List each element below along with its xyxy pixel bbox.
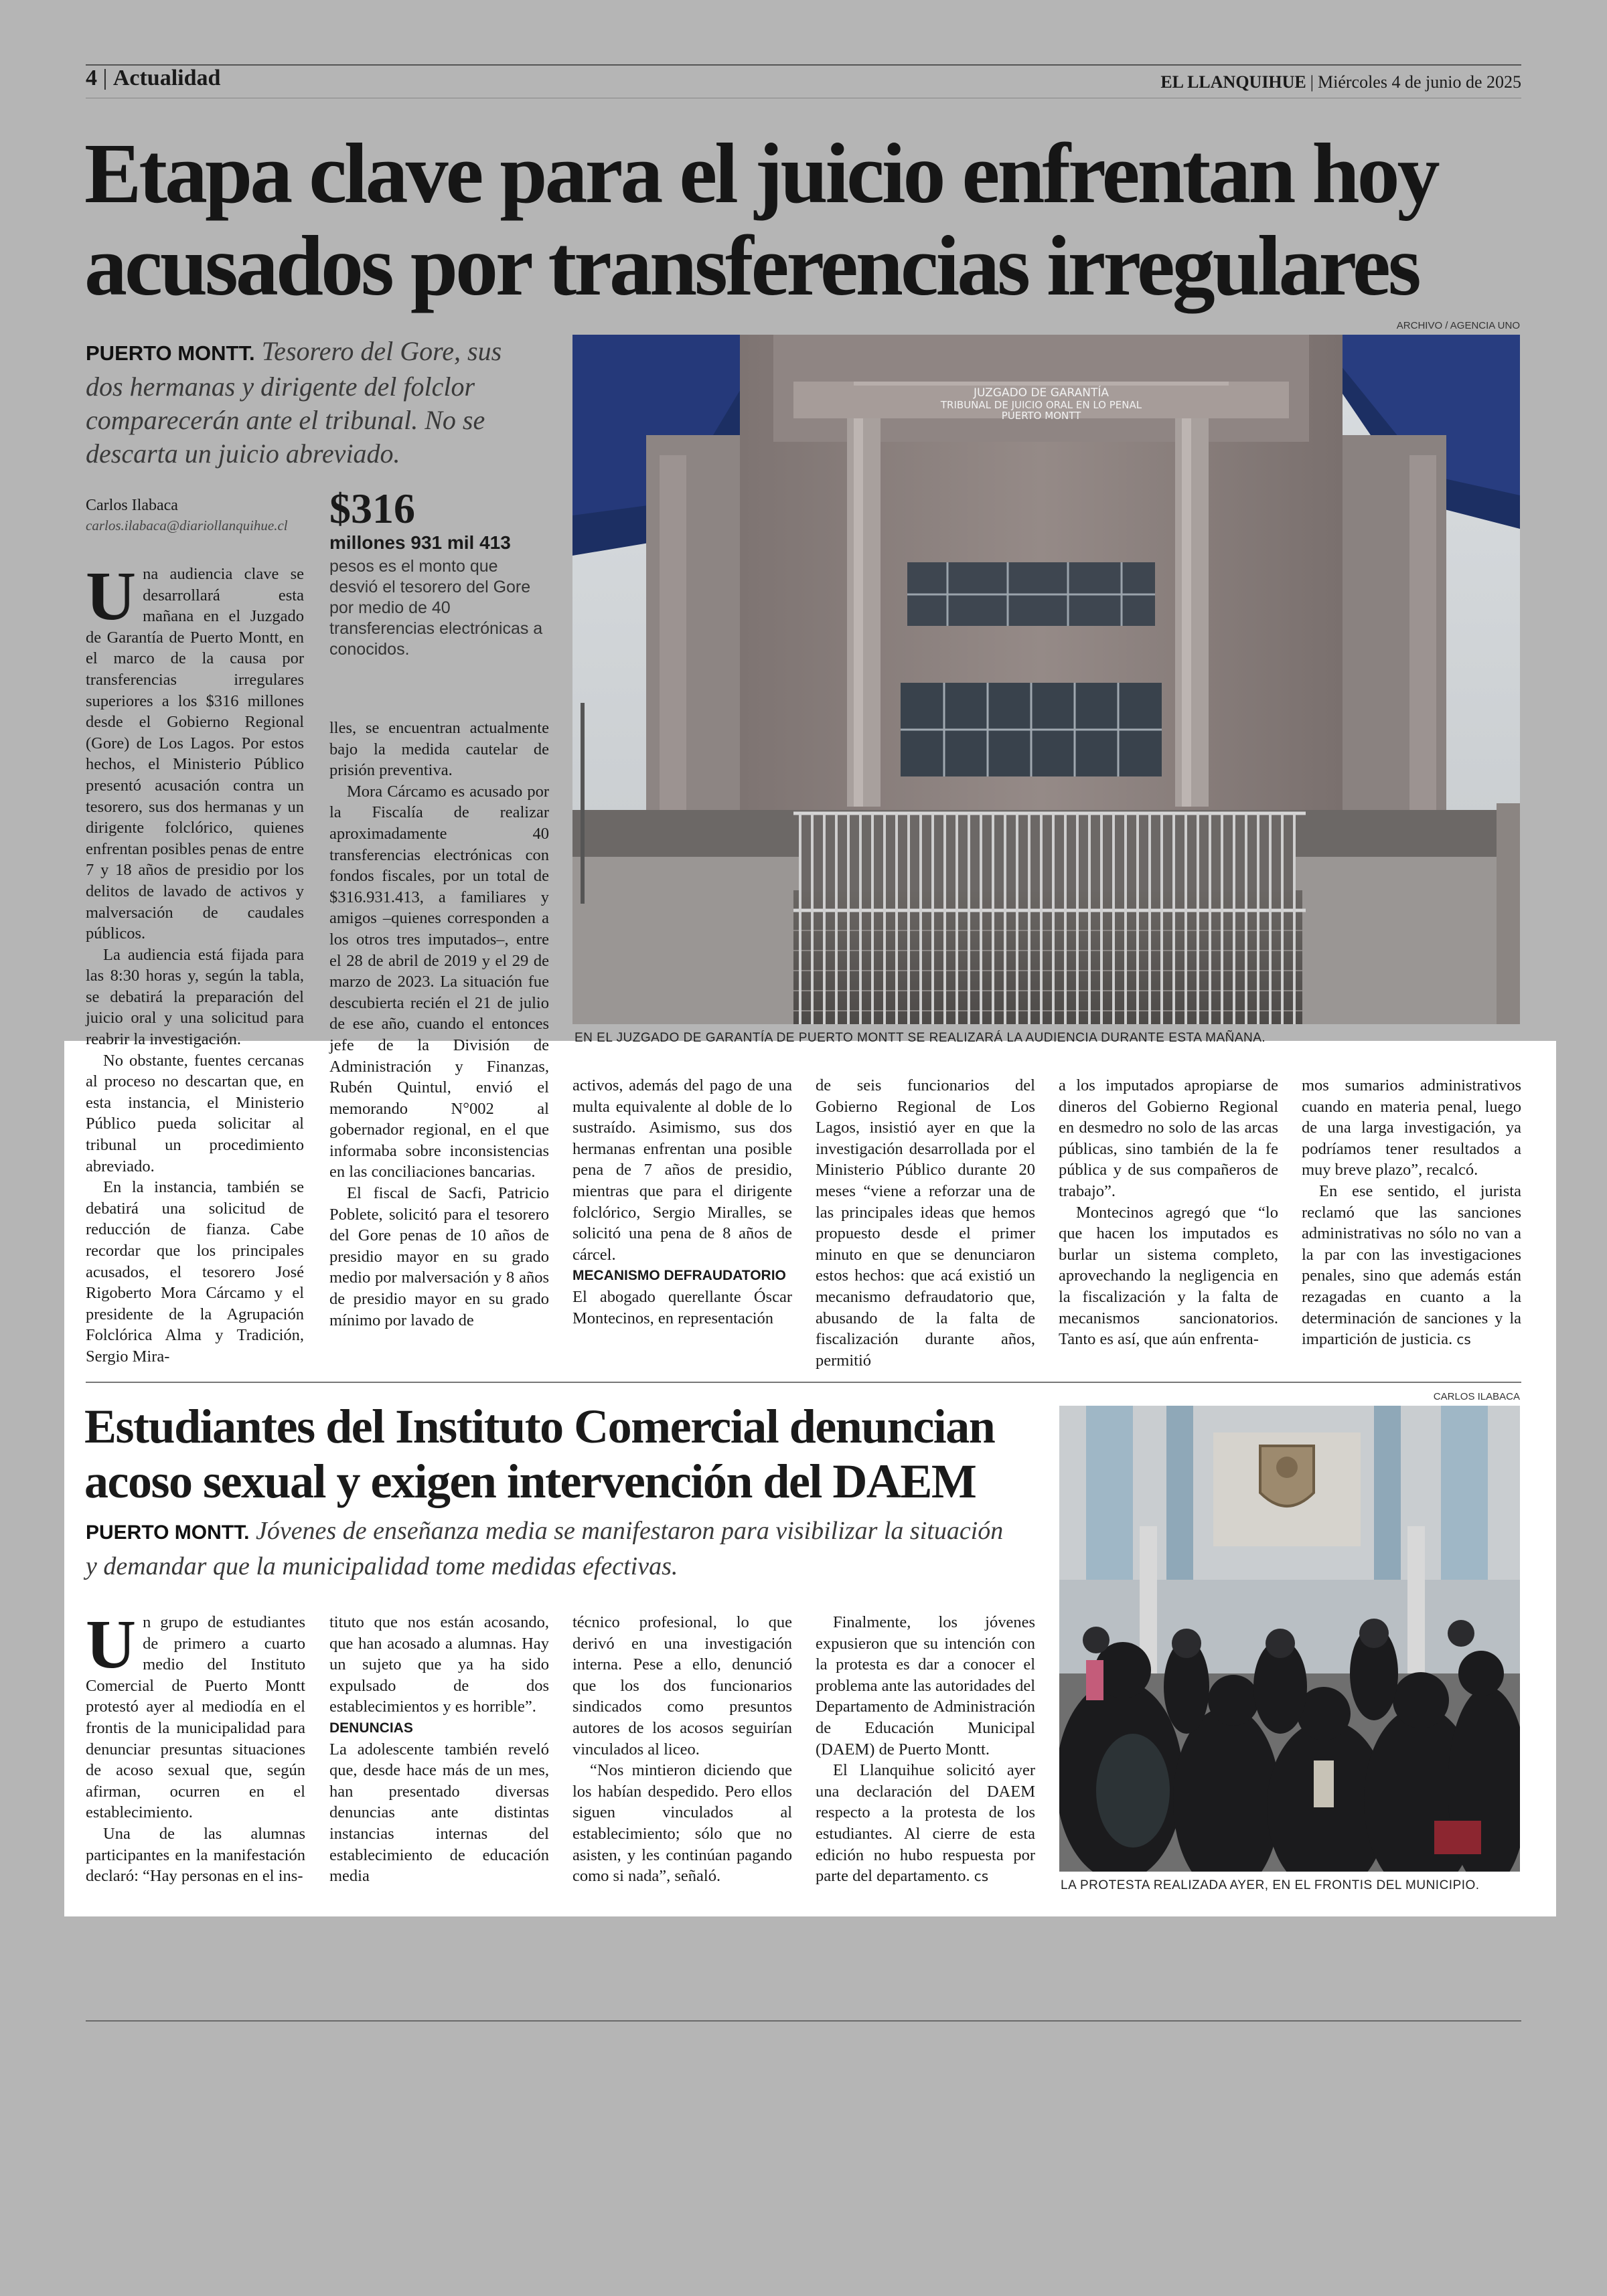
article2-headline-line2: acoso sexual y exigen intervención del DAEM (84, 1455, 976, 1508)
article1-column-2 (329, 718, 549, 1331)
article1-byline (86, 497, 288, 534)
article1-col2-para2: Mora Cárcamo es acusado por la Fiscalía de realizar aproximadamente 40 transferencias electrónicas con fondos fiscales, por un total de $316.931.413, a familiares y amigos –quienes corresponden a los otros tres imputados–, entre el 28 de abril de 2019 y el 29 de marzo de 2023. La situación fue descubierta recién el 21 de julio de ese año, cuando el entonces jefe de la División de Administración y Finanzas, Rubén Quintul, envió el memorando N°002 al gobernador regional, en el que informaba sobre inconsistencias en las conciliaciones bancarias. (329, 782, 549, 1181)
article2-photo-credit: CARLOS ILABACA (1433, 1391, 1520, 1402)
article2-column-4 (816, 1612, 1035, 1888)
article2-col4-para1: Finalmente, los jóvenes expusieron que su intención con la protesta es dar a conocer el problema ante las autoridades del Departamento de Administración de Educación Municipal (DAEM) de Puerto Montt. (816, 1613, 1035, 1758)
article1-col1-para4: En la instancia, también se debatirá una solicitud de reducción de fianza. Cabe recordar que los principales acusados, el tesorero José Rigoberto Mora Cárcamo y el presidente de la Agrupación Folclórica Alma y Tradición, Sergio Mira- (86, 1178, 304, 1366)
article2-column-3 (572, 1612, 792, 1887)
article1-col4-para1: de seis funcionarios del Gobierno Regional de Los Lagos, insistió ayer en que la investigación desarrollada por el Ministerio Público durante 20 meses “viene a reforzar una de las principales ideas que hemos propuesto desde el primer minuto en que se denunciaron estos hechos: que acá existió un mecanismo defraudatorio que, abusando de la falta de fiscalización durante años, permitió (816, 1076, 1035, 1370)
article1-headline (84, 127, 1544, 312)
courthouse-photo (572, 335, 1520, 1024)
article1-dropcap: U (86, 558, 137, 635)
article2-col2-para2: La adolescente también reveló que, desde hace más de un mes, han presentado diversas denuncias ante distintas instancias internas del establecimiento de educación media (329, 1740, 549, 1886)
page-number: 4 (86, 66, 97, 90)
article2-headline (84, 1399, 1049, 1509)
article2-dateline: PUERTO MONTT. (86, 1522, 250, 1544)
section-name: Actualidad (112, 66, 221, 90)
article1-col1-para1: na audiencia clave se desarrollará esta mañana en el Juzgado de Garantía de Puerto Montt, en el marco de la causa por transferencias irregulares superiores a los $316 millones desde el Gobierno Regional (Gore) de Los Lagos. Por estos hechos, el Ministerio Público presentó acusación contra un tesorero, sus dos hermanas y un dirigente folclórico, quienes enfrentan posibles penas de entre 7 y 18 años de presidio por los delitos de lavado de activos y malversación de caudales públicos. (86, 565, 304, 943)
article1-col5-para1: a los imputados apropiarse de dineros del Gobierno Regional en desmedro no solo de las arcas públicas, sino también de la fe pública y de sus compañeros de trabajo”. (1059, 1076, 1278, 1200)
article1-dateline: PUERTO MONTT. (86, 341, 255, 365)
protest-photo (1059, 1406, 1520, 1872)
courthouse-sign-line3: PUERTO MONTT (1001, 410, 1081, 422)
article1-col6-para2: En ese sentido, el jurista reclamó que las sanciones administrativas no sólo no van a la par con las investigaciones penales, sino que además están rezagadas en cuanto a la determinación de sanciones y la impartición de justicia. (1302, 1181, 1521, 1349)
stat-amount-detail: millones 931 mil 413 (329, 532, 511, 553)
masthead-info: EL LLANQUIHUE | Miércoles 4 de junio de 2025 (1160, 72, 1521, 92)
newspaper-name: EL LLANQUIHUE (1160, 72, 1306, 92)
article1-col6-para1: mos sumarios administrativos cuando en materia penal, luego de una larga investigación, ya podríamos tener resultados a muy breve plazo”, recalcó. (1302, 1076, 1521, 1179)
article1-stat-box (329, 485, 550, 660)
article1-column-6 (1302, 1075, 1521, 1351)
issue-date: Miércoles 4 de junio de 2025 (1318, 72, 1521, 92)
article2-photo-caption: LA PROTESTA REALIZADA AYER, EN EL FRONTIS DEL MUNICIPIO. (1061, 1878, 1480, 1892)
courthouse-sign-line2: TRIBUNAL DE JUICIO ORAL EN LO PENAL (940, 399, 1142, 411)
article1-lead (86, 335, 541, 471)
article2-lead-text: Jóvenes de enseñanza media se manifestaron para visibilizar la situación y demandar que la municipalidad tome medidas efectivas. (86, 1517, 1004, 1580)
article1-headline-line1: Etapa clave para el juicio enfrentan hoy (84, 126, 1438, 221)
article1-column-1 (86, 558, 304, 1368)
author-email[interactable]: carlos.ilabaca@diariollanquihue.cl (86, 517, 288, 534)
top-rule (86, 64, 1521, 66)
article1-col3-para1: activos, además del pago de una multa equivalente al doble de lo sustraído. Asimismo, sus dos hermanas enfrentan una posible pena de 7 años de presidio, mientras que para el dirigente folclórico, Sergio Miralles, se solicitó una pena de 8 años de cárcel. (572, 1076, 792, 1264)
page-section-label: 4 | Actualidad (86, 66, 221, 90)
article1-col1-para2: La audiencia está fijada para las 8:30 horas y, según la tabla, se debatirá la preparación del juicio oral y una solicitud para reabrir la investigación. (86, 945, 304, 1049)
article2-column-1 (86, 1606, 305, 1887)
article1-end-mark-icon: cs (1456, 1331, 1471, 1348)
article1-col2-para1: lles, se encuentran actualmente bajo la medida cautelar de prisión preventiva. (329, 719, 549, 780)
article2-col1-para2: Una de las alumnas participantes en la manifestación declaró: “Hay personas en el ins- (86, 1824, 305, 1886)
courthouse-sign-line1: JUZGADO DE GARANTÍA (973, 386, 1109, 400)
article2-lead (86, 1514, 1010, 1583)
stat-description: pesos es el monto que desvió el tesorero del Gore por medio de 40 transferencias electrónicas a conocidos. (329, 557, 543, 659)
article2-col1-para1: n grupo de estudiantes de primero a cuarto medio del Instituto Comercial de Puerto Montt protestó ayer al mediodía en el frontis de la municipalidad para denunciar presuntas situaciones de acoso sexual que, según afirman, ocurren en el establecimiento. (86, 1613, 305, 1822)
article2-col3-para2: “Nos mintieron diciendo que los habían despedido. Pero ellos siguen vinculados al establecimiento; sólo que no asisten, y les continúan pagando como si nada”, señaló. (572, 1761, 792, 1886)
article2-dropcap: U (86, 1606, 137, 1683)
article1-photo-caption: EN EL JUZGADO DE GARANTÍA DE PUERTO MONTT SE REALIZARÁ LA AUDIENCIA DURANTE ESTA MAÑANA. (575, 1031, 1266, 1045)
article2-col4-para2: El Llanquihue solicitó ayer una declaración del DAEM respecto a la protesta de los estudiantes. Al cierre de esta edición no hubo respuesta por parte del departamento. (816, 1761, 1035, 1886)
bottom-rule (86, 2020, 1521, 2022)
article2-col2-para1: tituto que nos están acosando, que han acosado a alumnas. Hay un sujeto que ya ha sido expulsado de dos establecimientos y es horrible”. (329, 1613, 549, 1716)
article1-column-3 (572, 1075, 792, 1329)
article1-headline-line2: acusados por transferencias irregulares (84, 218, 1419, 313)
stat-amount: $316 (329, 485, 415, 532)
article1-lead-text: Tesorero del Gore, sus dos hermanas y dirigente del folclor comparecerán ante el tribunal. No se descarta un juicio abreviado. (86, 336, 502, 469)
article2-col3-para1: técnico profesional, lo que derivó en una investigación interna. Pese a ello, denunció que los dos funcionarios sindicados como presuntos autores de los acosos seguirían vinculados al liceo. (572, 1613, 792, 1758)
article1-photo-credit: ARCHIVO / AGENCIA UNO (1396, 320, 1520, 331)
article1-col3-para2: El abogado querellante Óscar Montecinos, en representación (572, 1287, 792, 1327)
article1-column-5 (1059, 1075, 1278, 1350)
article1-col2-para3: El fiscal de Sacfi, Patricio Poblete, solicitó para el tesorero del Gore penas de 10 años de presidio mayor en su grado medio por malversación y 8 años de presidio mayor en su grado mínimo por lavado de (329, 1184, 549, 1329)
article-separator (86, 1382, 1521, 1383)
article1-column-4 (816, 1075, 1035, 1371)
article1-subhead-mecanismo: MECANISMO DEFRAUDATORIO (572, 1268, 786, 1284)
article2-subhead-denuncias: DENUNCIAS (329, 1720, 413, 1736)
article2-end-mark-icon: cs (974, 1868, 989, 1885)
article2-headline-line1: Estudiantes del Instituto Comercial denuncian (84, 1400, 995, 1453)
author-name: Carlos Ilabaca (86, 497, 178, 514)
article1-col5-para2: Montecinos agregó que “lo que hacen los imputados es burlar un sistema completo, aprovechando la negligencia en la fiscalización y la falta de mecanismos sancionatorios. Tanto es así, que aún enfrenta- (1059, 1203, 1278, 1349)
article1-col1-para3: No obstante, fuentes cercanas al proceso no descartan que, en esta instancia, el Ministerio Público pueda solicitar al tribunal un procedimiento abreviado. (86, 1051, 304, 1175)
article2-column-2 (329, 1612, 549, 1887)
